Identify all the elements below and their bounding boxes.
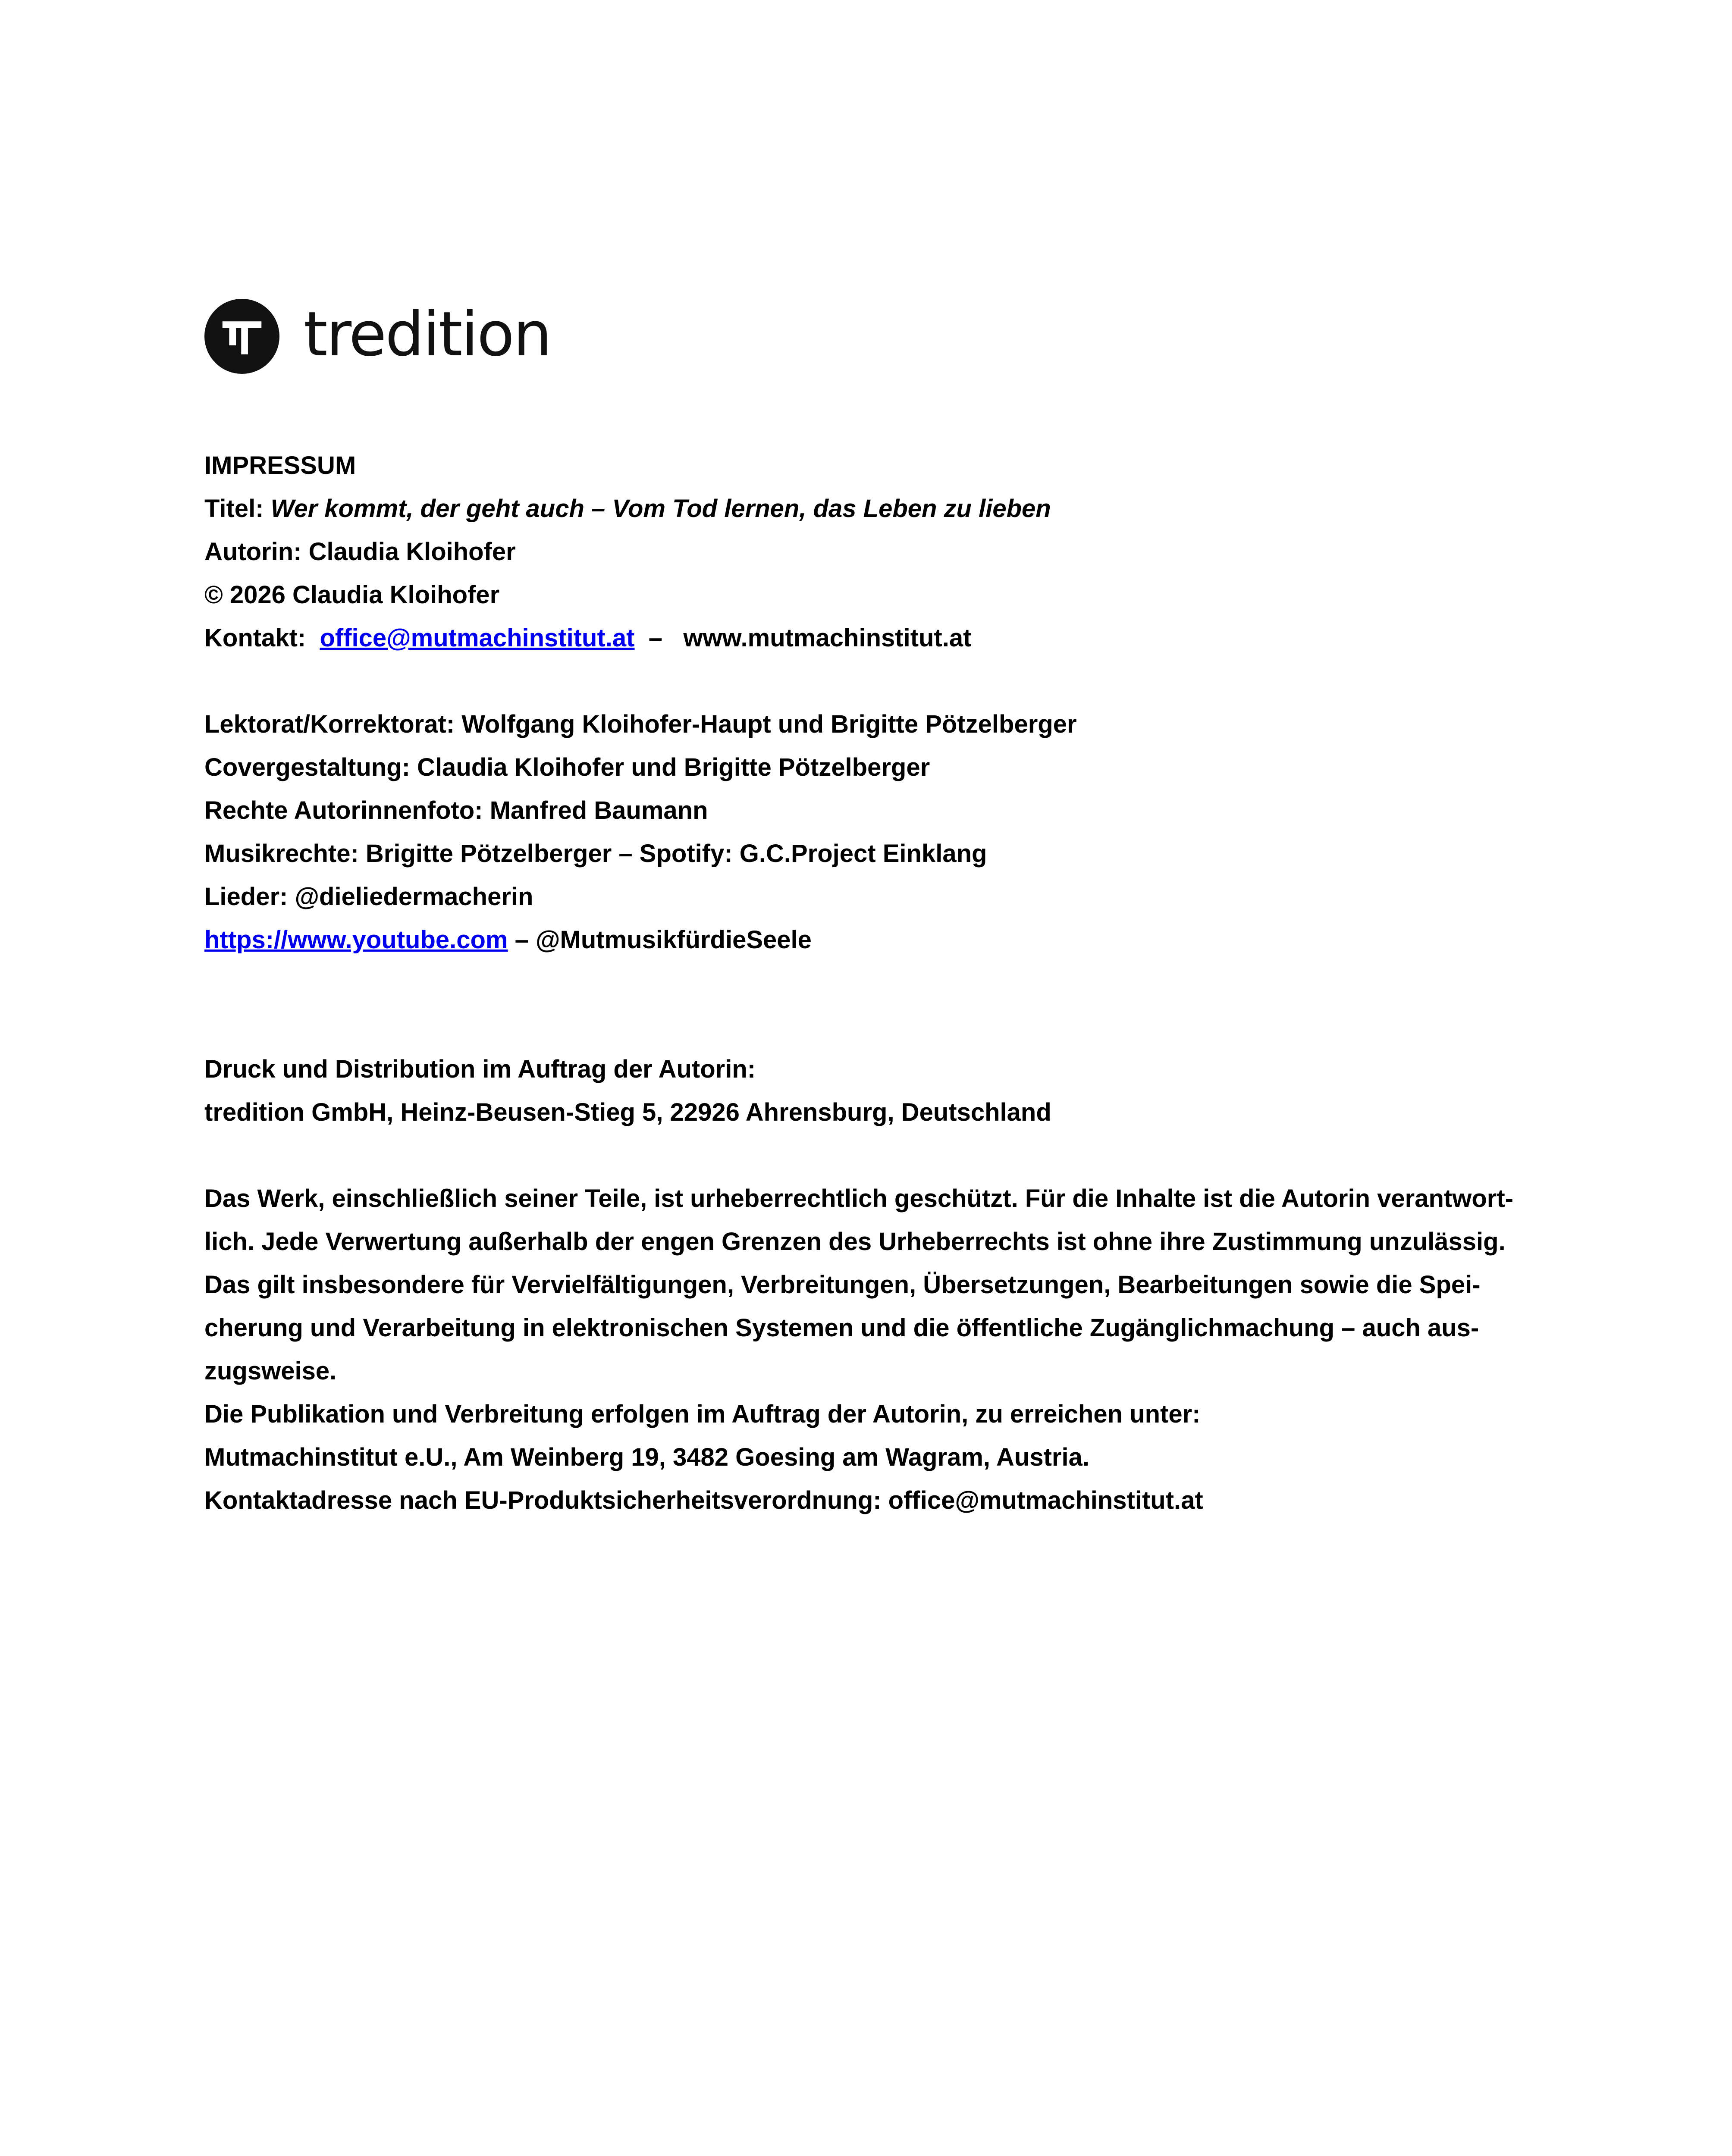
contact-line <box>204 617 1550 660</box>
distribution-label: Druck und Distribution im Auftrag der Autorin: <box>204 1055 756 1083</box>
legal-line-2: lich. Jede Verwertung außerhalb der engen Grenzen des Urheberrechts ist ohne ihre Zustimmung unzulässig. <box>204 1228 1506 1256</box>
legal-line-5: zugsweise. <box>204 1357 337 1385</box>
title-label: Titel: <box>204 495 264 523</box>
lektorat-line: Lektorat/Korrektorat: Wolfgang Kloihofer-Haupt und Brigitte Pötzelberger <box>204 710 1077 738</box>
contact-website: www.mutmachinstitut.at <box>683 624 972 652</box>
contact-label: Kontakt: <box>204 624 306 652</box>
eu-contact-line: Kontaktadresse nach EU-Produktsicherheitsverordnung: office@mutmachinstitut.at <box>204 1486 1203 1514</box>
music-rights-line: Musikrechte: Brigitte Pötzelberger – Spotify: G.C.Project Einklang <box>204 840 987 868</box>
spacer <box>204 1134 1550 1177</box>
spacer <box>204 660 1550 703</box>
publisher-address: Mutmachinstitut e.U., Am Weinberg 19, 3482 Goesing am Wagram, Austria. <box>204 1443 1089 1471</box>
legal-line-4: cherung und Verarbeitung in elektronischen Systemen und die öffentliche Zugänglichmachung – auch aus- <box>204 1314 1479 1342</box>
songs-line: Lieder: @dieliedermacherin <box>204 883 533 911</box>
author-photo-line: Rechte Autorinnenfoto: Manfred Baumann <box>204 796 708 824</box>
book-title: Wer kommt, der geht auch – Vom Tod lernen, das Leben zu lieben <box>270 495 1051 523</box>
imprint-heading: IMPRESSUM <box>204 451 356 479</box>
tredition-logo-icon <box>204 299 279 374</box>
youtube-channel: – @MutmusikfürdieSeele <box>508 926 812 954</box>
youtube-link[interactable]: https://www.youtube.com <box>204 926 508 954</box>
spacer <box>204 962 1550 1048</box>
tredition-wordmark: tredition <box>304 299 551 370</box>
youtube-line <box>204 918 1550 962</box>
legal-line-1: Das Werk, einschließlich seiner Teile, ist urheberrechtlich geschützt. Für die Inhalte ist die Autorin verantwort- <box>204 1185 1513 1213</box>
legal-line-3: Das gilt insbesondere für Vervielfältigungen, Verbreitungen, Übersetzungen, Bearbeitungen sowie die Spei- <box>204 1271 1481 1299</box>
author-line: Autorin: Claudia Kloihofer <box>204 538 516 566</box>
contact-separator: – <box>648 624 662 652</box>
copyright-line: © 2026 Claudia Kloihofer <box>204 581 500 609</box>
title-line <box>204 487 1550 530</box>
imprint-content <box>204 444 1550 1522</box>
tredition-logo <box>204 299 551 374</box>
cover-design-line: Covergestaltung: Claudia Kloihofer und Brigitte Pötzelberger <box>204 753 930 781</box>
publication-line: Die Publikation und Verbreitung erfolgen im Auftrag der Autorin, zu erreichen unter: <box>204 1400 1201 1428</box>
contact-email-link[interactable]: office@mutmachinstitut.at <box>320 624 635 652</box>
distribution-address: tredition GmbH, Heinz-Beusen-Stieg 5, 22926 Ahrensburg, Deutschland <box>204 1098 1051 1126</box>
